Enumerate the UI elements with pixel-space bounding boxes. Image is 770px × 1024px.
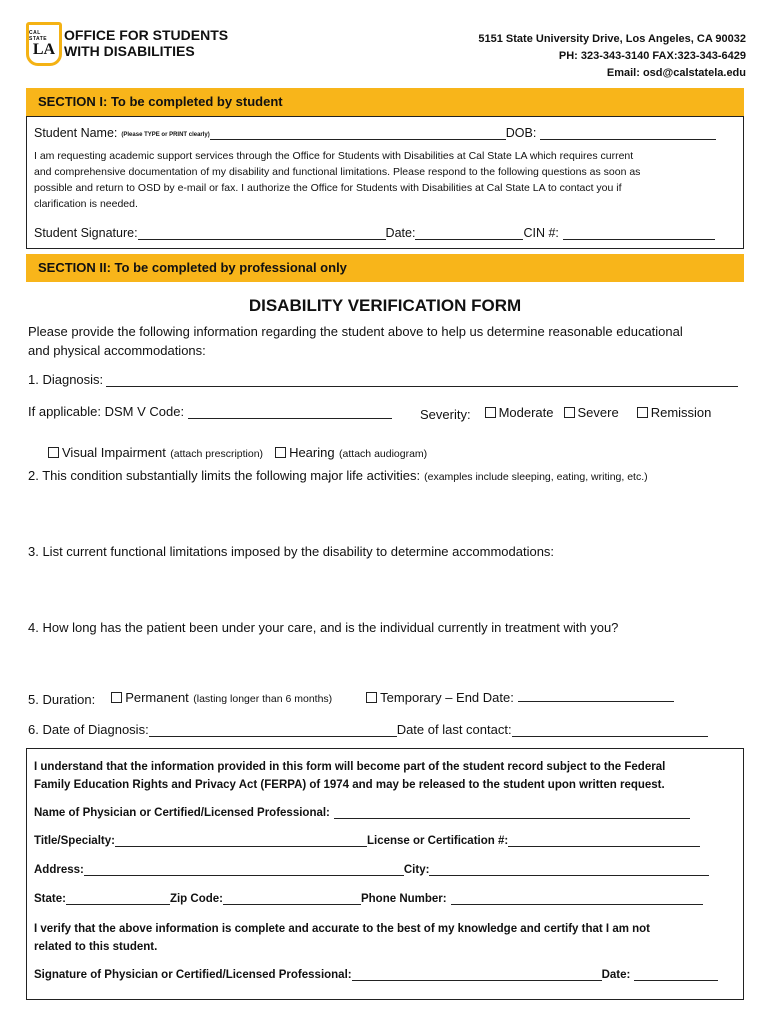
state-field[interactable] xyxy=(66,892,170,905)
moderate-label: Moderate xyxy=(498,405,554,420)
dsm-field[interactable] xyxy=(188,406,392,419)
verify-line: related to this student. xyxy=(34,941,158,953)
diagnosis-date-field[interactable] xyxy=(149,724,397,737)
temporary-label: Temporary – End Date: xyxy=(380,690,514,705)
phone-fax-text: PH: 323-343-3140 FAX:323-343-6429 xyxy=(558,50,746,62)
contact-info xyxy=(478,31,746,82)
zip-label: Zip Code: xyxy=(169,893,223,905)
address-city-row xyxy=(34,863,709,876)
diagnosis-date-row xyxy=(28,722,708,737)
student-date-label: Date: xyxy=(385,226,416,240)
intro-text xyxy=(28,322,683,360)
title-license-row xyxy=(34,834,700,847)
office-name-line2: WITH DISABILITIES xyxy=(64,43,195,59)
license-field[interactable] xyxy=(508,834,700,847)
permanent-option[interactable] xyxy=(111,689,332,707)
remission-checkbox[interactable] xyxy=(637,407,648,418)
physician-name-label: Name of Physician or Certified/Licensed Professional: xyxy=(34,807,330,819)
intro-line: Please provide the following information regarding the student above to help us determine reasonable educational xyxy=(28,324,683,339)
form-title: DISABILITY VERIFICATION FORM xyxy=(248,296,522,315)
temporary-option[interactable] xyxy=(366,689,674,707)
title-specialty-field[interactable] xyxy=(115,834,367,847)
student-name-label: Student Name: xyxy=(34,126,118,140)
hearing-label: Hearing xyxy=(289,445,335,460)
q2-label: 2. This condition substantially limits the following major life activities: xyxy=(28,468,421,483)
address-label: Address: xyxy=(34,864,84,876)
moderate-option[interactable] xyxy=(485,404,554,422)
intro-line: and physical accommodations: xyxy=(28,343,206,358)
statement-line: clarification is needed. xyxy=(34,198,138,210)
hearing-checkbox[interactable] xyxy=(275,447,286,458)
phone-field[interactable] xyxy=(451,892,703,905)
statement-line: possible and return to OSD by e-mail or fax. I authorize the Office for Students with Disabilities at Cal State LA to contact you if xyxy=(34,182,622,194)
q2-row xyxy=(28,468,648,483)
student-signature-field[interactable] xyxy=(138,227,386,240)
zip-field[interactable] xyxy=(223,892,361,905)
end-date-field[interactable] xyxy=(518,689,674,702)
last-contact-label: Date of last contact: xyxy=(396,722,512,737)
visual-checkbox[interactable] xyxy=(48,447,59,458)
city-label: City: xyxy=(403,864,430,876)
address-field[interactable] xyxy=(84,863,404,876)
diagnosis-date-label: 6. Date of Diagnosis: xyxy=(28,722,149,737)
last-contact-field[interactable] xyxy=(512,724,708,737)
duration-label: 5. Duration: xyxy=(28,692,96,707)
professional-signature-field[interactable] xyxy=(352,968,602,981)
ferpa-line: Family Education Rights and Privacy Act (FERPA) of 1974 and may be released to the student upon written request. xyxy=(34,779,665,791)
office-name xyxy=(64,27,284,59)
visual-label: Visual Impairment xyxy=(62,445,166,460)
remission-option[interactable] xyxy=(637,404,712,422)
student-statement xyxy=(34,148,640,212)
state-label: State: xyxy=(34,893,66,905)
visual-option[interactable] xyxy=(48,444,263,462)
severe-option[interactable] xyxy=(564,404,619,422)
dsm-label: If applicable: DSM V Code: xyxy=(28,404,185,419)
logo-main-text: LA xyxy=(32,41,56,58)
professional-date-field[interactable] xyxy=(634,968,718,981)
dob-label: DOB: xyxy=(505,126,537,140)
section1-title: SECTION I: To be completed by student xyxy=(26,88,744,116)
duration-row xyxy=(28,689,674,707)
ferpa-line: I understand that the information provided in this form will become part of the student record subject to the Federal xyxy=(34,761,666,773)
statement-line: I am requesting academic support services through the Office for Students with Disabilities at Cal State LA which requires current xyxy=(34,150,634,162)
diagnosis-label: 1. Diagnosis: xyxy=(28,372,104,387)
dsm-row xyxy=(28,404,392,419)
permanent-note: (lasting longer than 6 months) xyxy=(193,693,333,705)
temporary-checkbox[interactable] xyxy=(366,692,377,703)
email-text: Email: osd@calstatela.edu xyxy=(606,67,746,79)
q4-label: 4. How long has the patient been under your care, and is the individual currently in treatment with you? xyxy=(28,620,619,635)
severity-row xyxy=(420,404,711,422)
title-specialty-label: Title/Specialty: xyxy=(34,835,115,847)
cin-label: CIN #: xyxy=(523,226,559,240)
q3-label: 3. List current functional limitations imposed by the disability to determine accommodations: xyxy=(28,544,555,559)
severity-label: Severity: xyxy=(420,407,471,422)
professional-signature-label: Signature of Physician or Certified/Licensed Professional: xyxy=(34,969,352,981)
dob-field[interactable] xyxy=(540,127,716,140)
hearing-option[interactable] xyxy=(275,444,427,462)
diagnosis-row xyxy=(28,372,738,387)
office-name-line1: OFFICE FOR STUDENTS xyxy=(64,27,229,43)
statement-line: and comprehensive documentation of my disability and functional limitations. Please respond to the following questions as soon as xyxy=(34,166,641,178)
physician-name-field[interactable] xyxy=(334,806,690,819)
city-field[interactable] xyxy=(429,863,709,876)
hearing-note: (attach audiogram) xyxy=(339,448,428,460)
professional-signature-row xyxy=(34,968,718,981)
student-signature-row xyxy=(34,226,715,240)
phone-label: Phone Number: xyxy=(360,893,447,905)
student-date-field[interactable] xyxy=(415,227,523,240)
student-name-row xyxy=(34,126,716,140)
address-text: 5151 State University Drive, Los Angeles, CA 90032 xyxy=(478,33,746,45)
state-zip-phone-row xyxy=(34,892,703,905)
permanent-label: Permanent xyxy=(125,690,189,705)
cin-field[interactable] xyxy=(563,227,715,240)
student-name-field[interactable] xyxy=(210,127,506,140)
verify-line: I verify that the above information is complete and accurate to the best of my knowledge and certify that I am not xyxy=(34,923,651,935)
visual-note: (attach prescription) xyxy=(170,448,264,460)
professional-date-label: Date: xyxy=(601,969,631,981)
permanent-checkbox[interactable] xyxy=(111,692,122,703)
severe-checkbox[interactable] xyxy=(564,407,575,418)
student-name-hint: (Please TYPE or PRINT clearly) xyxy=(121,132,210,138)
license-label: License or Certification #: xyxy=(366,835,509,847)
section2-title: SECTION II: To be completed by professional only xyxy=(26,254,744,282)
cal-state-la-logo xyxy=(26,22,62,66)
logo-top-text: CAL STATE xyxy=(29,30,48,42)
q2-note: (examples include sleeping, eating, writing, etc.) xyxy=(424,471,648,483)
diagnosis-field[interactable] xyxy=(106,374,738,387)
moderate-checkbox[interactable] xyxy=(485,407,496,418)
student-signature-label: Student Signature: xyxy=(34,226,138,240)
verify-statement xyxy=(34,920,650,956)
severe-label: Severe xyxy=(577,405,619,420)
remission-label: Remission xyxy=(650,405,712,420)
impairment-row xyxy=(48,444,427,462)
ferpa-statement xyxy=(34,758,665,794)
physician-name-row xyxy=(34,806,690,819)
